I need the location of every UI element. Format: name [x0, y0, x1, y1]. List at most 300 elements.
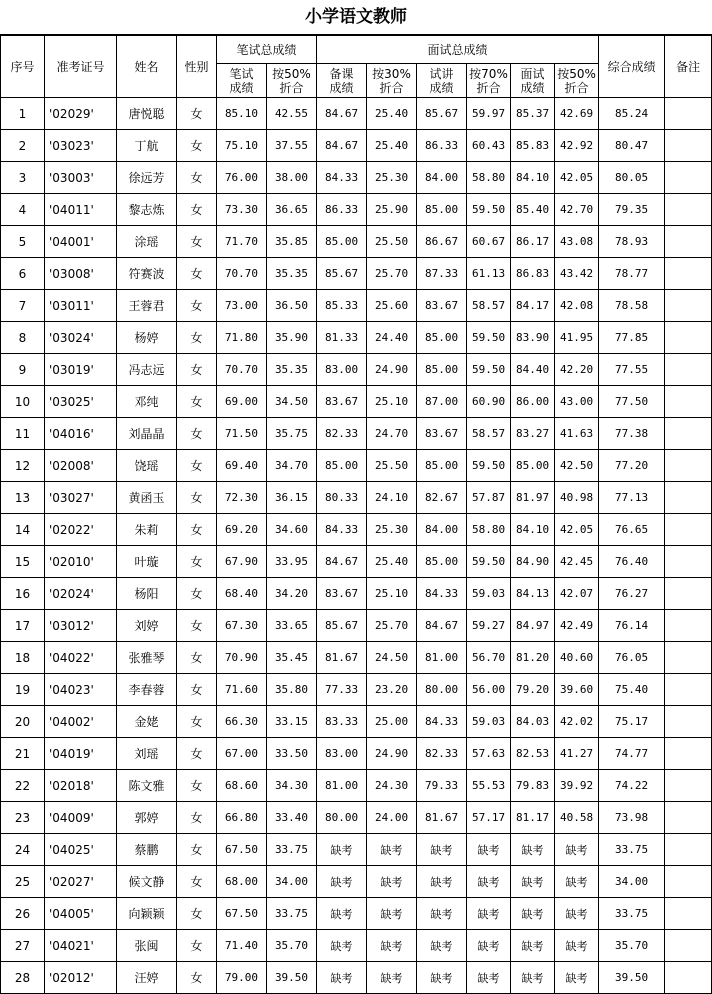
table-row — [1, 194, 712, 226]
cell-interview-50: 42.45 — [555, 546, 599, 578]
cell-lecture-score: 86.67 — [417, 226, 467, 258]
cell-prep-score: 84.33 — [317, 162, 367, 194]
cell-total: 76.27 — [599, 578, 665, 610]
cell-remark — [665, 98, 712, 130]
cell-ticket: '03011' — [45, 290, 117, 322]
cell-written-score: 67.50 — [217, 898, 267, 930]
cell-lecture-70: 60.67 — [467, 226, 511, 258]
cell-interview-50: 41.63 — [555, 418, 599, 450]
cell-remark — [665, 354, 712, 386]
cell-interview-50: 缺考 — [555, 866, 599, 898]
cell-gender: 女 — [177, 514, 217, 546]
cell-seq: 13 — [1, 482, 45, 514]
cell-lecture-70: 缺考 — [467, 898, 511, 930]
cell-seq: 17 — [1, 610, 45, 642]
cell-lecture-70: 57.17 — [467, 802, 511, 834]
header-interview-50: 按50% 折合 — [555, 64, 599, 98]
cell-gender: 女 — [177, 98, 217, 130]
cell-remark — [665, 834, 712, 866]
cell-written-50: 35.90 — [267, 322, 317, 354]
cell-prep-score: 缺考 — [317, 834, 367, 866]
header-name: 姓名 — [117, 36, 177, 98]
cell-prep-30: 25.40 — [367, 98, 417, 130]
table-row — [1, 290, 712, 322]
header-gender: 性别 — [177, 36, 217, 98]
cell-gender: 女 — [177, 930, 217, 962]
cell-interview-50: 42.49 — [555, 610, 599, 642]
cell-gender: 女 — [177, 258, 217, 290]
cell-prep-score: 缺考 — [317, 962, 367, 994]
table-row — [1, 418, 712, 450]
cell-seq: 16 — [1, 578, 45, 610]
cell-seq: 24 — [1, 834, 45, 866]
cell-written-score: 70.70 — [217, 354, 267, 386]
cell-lecture-score: 81.00 — [417, 642, 467, 674]
table-row — [1, 674, 712, 706]
cell-written-50: 35.75 — [267, 418, 317, 450]
cell-lecture-score: 84.00 — [417, 514, 467, 546]
cell-remark — [665, 514, 712, 546]
cell-ticket: '03024' — [45, 322, 117, 354]
cell-seq: 26 — [1, 898, 45, 930]
cell-remark — [665, 386, 712, 418]
cell-seq: 6 — [1, 258, 45, 290]
cell-interview-score: 79.20 — [511, 674, 555, 706]
cell-lecture-70: 缺考 — [467, 834, 511, 866]
cell-lecture-score: 85.00 — [417, 322, 467, 354]
cell-prep-score: 86.33 — [317, 194, 367, 226]
cell-interview-score: 79.83 — [511, 770, 555, 802]
cell-prep-30: 缺考 — [367, 930, 417, 962]
cell-name: 刘瑶 — [117, 738, 177, 770]
cell-total: 79.35 — [599, 194, 665, 226]
table-row — [1, 546, 712, 578]
cell-written-score: 68.40 — [217, 578, 267, 610]
cell-interview-50: 43.42 — [555, 258, 599, 290]
cell-interview-50: 40.98 — [555, 482, 599, 514]
score-table — [0, 35, 712, 994]
cell-ticket: '02024' — [45, 578, 117, 610]
cell-remark — [665, 738, 712, 770]
cell-written-score: 68.00 — [217, 866, 267, 898]
cell-interview-50: 40.58 — [555, 802, 599, 834]
cell-ticket: '02012' — [45, 962, 117, 994]
table-row — [1, 578, 712, 610]
cell-total: 39.50 — [599, 962, 665, 994]
cell-name: 冯志远 — [117, 354, 177, 386]
cell-written-50: 35.35 — [267, 354, 317, 386]
cell-gender: 女 — [177, 898, 217, 930]
cell-interview-score: 缺考 — [511, 866, 555, 898]
cell-prep-30: 25.30 — [367, 162, 417, 194]
cell-lecture-score: 80.00 — [417, 674, 467, 706]
cell-prep-30: 24.50 — [367, 642, 417, 674]
cell-prep-score: 81.00 — [317, 770, 367, 802]
cell-lecture-70: 59.50 — [467, 322, 511, 354]
cell-prep-score: 83.67 — [317, 578, 367, 610]
cell-seq: 22 — [1, 770, 45, 802]
cell-prep-score: 缺考 — [317, 866, 367, 898]
header-seq: 序号 — [1, 36, 45, 98]
cell-ticket: '04005' — [45, 898, 117, 930]
cell-written-50: 36.65 — [267, 194, 317, 226]
cell-prep-score: 85.67 — [317, 610, 367, 642]
cell-remark — [665, 962, 712, 994]
cell-written-score: 70.90 — [217, 642, 267, 674]
cell-lecture-score: 84.67 — [417, 610, 467, 642]
cell-prep-30: 缺考 — [367, 962, 417, 994]
cell-written-score: 71.70 — [217, 226, 267, 258]
cell-gender: 女 — [177, 706, 217, 738]
cell-prep-30: 23.20 — [367, 674, 417, 706]
cell-seq: 12 — [1, 450, 45, 482]
cell-prep-30: 25.70 — [367, 258, 417, 290]
cell-name: 刘婷 — [117, 610, 177, 642]
cell-prep-score: 85.33 — [317, 290, 367, 322]
cell-total: 80.05 — [599, 162, 665, 194]
cell-lecture-70: 59.50 — [467, 194, 511, 226]
table-row — [1, 226, 712, 258]
cell-total: 33.75 — [599, 834, 665, 866]
cell-written-score: 85.10 — [217, 98, 267, 130]
table-row — [1, 354, 712, 386]
cell-interview-score: 86.83 — [511, 258, 555, 290]
cell-remark — [665, 802, 712, 834]
cell-name: 黎志炼 — [117, 194, 177, 226]
cell-lecture-score: 82.33 — [417, 738, 467, 770]
cell-ticket: '02010' — [45, 546, 117, 578]
cell-lecture-score: 84.00 — [417, 162, 467, 194]
cell-remark — [665, 546, 712, 578]
cell-interview-score: 83.27 — [511, 418, 555, 450]
cell-lecture-score: 84.33 — [417, 578, 467, 610]
cell-name: 张雅琴 — [117, 642, 177, 674]
cell-name: 金姥 — [117, 706, 177, 738]
cell-interview-50: 43.08 — [555, 226, 599, 258]
header-written-group: 笔试总成绩 — [217, 36, 317, 64]
cell-seq: 8 — [1, 322, 45, 354]
cell-total: 33.75 — [599, 898, 665, 930]
cell-gender: 女 — [177, 834, 217, 866]
cell-name: 徐远芳 — [117, 162, 177, 194]
cell-ticket: '04021' — [45, 930, 117, 962]
cell-remark — [665, 674, 712, 706]
cell-gender: 女 — [177, 290, 217, 322]
cell-name: 王蓉君 — [117, 290, 177, 322]
cell-lecture-70: 59.50 — [467, 354, 511, 386]
cell-interview-score: 缺考 — [511, 834, 555, 866]
cell-written-score: 79.00 — [217, 962, 267, 994]
cell-ticket: '04011' — [45, 194, 117, 226]
cell-prep-score: 85.00 — [317, 226, 367, 258]
cell-written-score: 68.60 — [217, 770, 267, 802]
cell-interview-score: 83.90 — [511, 322, 555, 354]
cell-total: 77.85 — [599, 322, 665, 354]
cell-total: 73.98 — [599, 802, 665, 834]
cell-ticket: '03003' — [45, 162, 117, 194]
cell-lecture-score: 85.00 — [417, 546, 467, 578]
table-row — [1, 834, 712, 866]
cell-prep-30: 25.70 — [367, 610, 417, 642]
cell-interview-50: 41.95 — [555, 322, 599, 354]
cell-written-50: 39.50 — [267, 962, 317, 994]
cell-lecture-score: 84.33 — [417, 706, 467, 738]
cell-prep-30: 25.30 — [367, 514, 417, 546]
cell-lecture-score: 83.67 — [417, 418, 467, 450]
cell-written-score: 69.20 — [217, 514, 267, 546]
cell-gender: 女 — [177, 962, 217, 994]
cell-total: 77.55 — [599, 354, 665, 386]
cell-gender: 女 — [177, 546, 217, 578]
cell-name: 涂瑶 — [117, 226, 177, 258]
cell-prep-score: 83.00 — [317, 354, 367, 386]
cell-written-score: 73.00 — [217, 290, 267, 322]
table-row — [1, 770, 712, 802]
cell-gender: 女 — [177, 802, 217, 834]
cell-total: 78.93 — [599, 226, 665, 258]
cell-remark — [665, 578, 712, 610]
cell-prep-30: 24.00 — [367, 802, 417, 834]
cell-interview-score: 81.97 — [511, 482, 555, 514]
cell-written-50: 35.70 — [267, 930, 317, 962]
cell-lecture-70: 56.00 — [467, 674, 511, 706]
cell-interview-50: 42.50 — [555, 450, 599, 482]
cell-name: 黄函玉 — [117, 482, 177, 514]
table-row — [1, 802, 712, 834]
cell-seq: 20 — [1, 706, 45, 738]
table-row — [1, 386, 712, 418]
cell-written-50: 38.00 — [267, 162, 317, 194]
cell-prep-30: 24.40 — [367, 322, 417, 354]
cell-gender: 女 — [177, 578, 217, 610]
cell-written-50: 34.00 — [267, 866, 317, 898]
header-interview-group: 面试总成绩 — [317, 36, 599, 64]
cell-total: 78.58 — [599, 290, 665, 322]
cell-seq: 2 — [1, 130, 45, 162]
cell-written-50: 36.15 — [267, 482, 317, 514]
cell-written-score: 67.30 — [217, 610, 267, 642]
table-row — [1, 738, 712, 770]
cell-prep-score: 84.67 — [317, 546, 367, 578]
cell-interview-50: 43.00 — [555, 386, 599, 418]
cell-ticket: '03008' — [45, 258, 117, 290]
cell-prep-30: 25.90 — [367, 194, 417, 226]
cell-name: 候文静 — [117, 866, 177, 898]
cell-lecture-score: 85.00 — [417, 194, 467, 226]
cell-interview-score: 85.40 — [511, 194, 555, 226]
cell-seq: 25 — [1, 866, 45, 898]
cell-lecture-score: 缺考 — [417, 930, 467, 962]
cell-total: 74.22 — [599, 770, 665, 802]
cell-seq: 27 — [1, 930, 45, 962]
cell-interview-score: 84.40 — [511, 354, 555, 386]
cell-remark — [665, 866, 712, 898]
table-row — [1, 258, 712, 290]
cell-lecture-70: 60.90 — [467, 386, 511, 418]
table-row — [1, 482, 712, 514]
cell-interview-50: 缺考 — [555, 834, 599, 866]
cell-lecture-70: 55.53 — [467, 770, 511, 802]
cell-gender: 女 — [177, 674, 217, 706]
cell-seq: 9 — [1, 354, 45, 386]
cell-name: 朱莉 — [117, 514, 177, 546]
cell-seq: 15 — [1, 546, 45, 578]
cell-seq: 1 — [1, 98, 45, 130]
cell-written-score: 71.50 — [217, 418, 267, 450]
header-total: 综合成绩 — [599, 36, 665, 98]
cell-written-50: 34.70 — [267, 450, 317, 482]
cell-lecture-70: 缺考 — [467, 866, 511, 898]
header-prep-30: 按30% 折合 — [367, 64, 417, 98]
cell-prep-score: 81.33 — [317, 322, 367, 354]
cell-gender: 女 — [177, 130, 217, 162]
cell-written-50: 33.65 — [267, 610, 317, 642]
cell-ticket: '02008' — [45, 450, 117, 482]
cell-prep-score: 83.00 — [317, 738, 367, 770]
cell-interview-50: 39.92 — [555, 770, 599, 802]
cell-ticket: '02018' — [45, 770, 117, 802]
cell-remark — [665, 450, 712, 482]
cell-interview-50: 缺考 — [555, 898, 599, 930]
cell-prep-30: 25.10 — [367, 386, 417, 418]
cell-prep-score: 80.00 — [317, 802, 367, 834]
cell-written-50: 35.85 — [267, 226, 317, 258]
cell-seq: 23 — [1, 802, 45, 834]
cell-lecture-70: 59.03 — [467, 578, 511, 610]
header-lecture-score: 试讲 成绩 — [417, 64, 467, 98]
cell-prep-score: 82.33 — [317, 418, 367, 450]
cell-name: 叶璇 — [117, 546, 177, 578]
cell-written-50: 33.95 — [267, 546, 317, 578]
cell-written-50: 33.50 — [267, 738, 317, 770]
cell-prep-score: 84.33 — [317, 514, 367, 546]
cell-lecture-70: 61.13 — [467, 258, 511, 290]
cell-name: 符赛波 — [117, 258, 177, 290]
cell-ticket: '04025' — [45, 834, 117, 866]
cell-gender: 女 — [177, 482, 217, 514]
cell-written-score: 67.50 — [217, 834, 267, 866]
table-row — [1, 962, 712, 994]
cell-ticket: '03012' — [45, 610, 117, 642]
cell-remark — [665, 162, 712, 194]
cell-total: 76.14 — [599, 610, 665, 642]
cell-lecture-score: 缺考 — [417, 962, 467, 994]
cell-lecture-score: 79.33 — [417, 770, 467, 802]
cell-lecture-score: 82.67 — [417, 482, 467, 514]
cell-name: 丁航 — [117, 130, 177, 162]
cell-interview-50: 42.92 — [555, 130, 599, 162]
cell-written-score: 72.30 — [217, 482, 267, 514]
cell-remark — [665, 770, 712, 802]
cell-lecture-score: 87.33 — [417, 258, 467, 290]
cell-written-50: 35.45 — [267, 642, 317, 674]
cell-written-score: 73.30 — [217, 194, 267, 226]
cell-remark — [665, 130, 712, 162]
cell-lecture-70: 59.50 — [467, 450, 511, 482]
cell-remark — [665, 642, 712, 674]
cell-interview-50: 42.05 — [555, 514, 599, 546]
cell-lecture-70: 58.80 — [467, 162, 511, 194]
cell-name: 郭婷 — [117, 802, 177, 834]
cell-written-score: 71.40 — [217, 930, 267, 962]
cell-interview-score: 84.13 — [511, 578, 555, 610]
cell-lecture-70: 57.63 — [467, 738, 511, 770]
cell-gender: 女 — [177, 386, 217, 418]
cell-written-50: 35.80 — [267, 674, 317, 706]
cell-interview-score: 86.00 — [511, 386, 555, 418]
cell-prep-score: 85.67 — [317, 258, 367, 290]
cell-prep-30: 25.00 — [367, 706, 417, 738]
cell-ticket: '02022' — [45, 514, 117, 546]
cell-lecture-score: 85.00 — [417, 450, 467, 482]
cell-total: 76.05 — [599, 642, 665, 674]
cell-lecture-70: 59.27 — [467, 610, 511, 642]
cell-total: 77.20 — [599, 450, 665, 482]
cell-interview-score: 84.97 — [511, 610, 555, 642]
cell-written-50: 34.50 — [267, 386, 317, 418]
cell-interview-score: 84.90 — [511, 546, 555, 578]
cell-prep-30: 24.10 — [367, 482, 417, 514]
cell-written-50: 33.75 — [267, 834, 317, 866]
cell-written-score: 76.00 — [217, 162, 267, 194]
cell-interview-score: 84.17 — [511, 290, 555, 322]
cell-prep-score: 77.33 — [317, 674, 367, 706]
cell-gender: 女 — [177, 194, 217, 226]
cell-name: 李春蓉 — [117, 674, 177, 706]
cell-written-score: 67.00 — [217, 738, 267, 770]
cell-prep-30: 缺考 — [367, 834, 417, 866]
cell-prep-30: 缺考 — [367, 866, 417, 898]
cell-gender: 女 — [177, 610, 217, 642]
table-row — [1, 162, 712, 194]
cell-prep-30: 24.70 — [367, 418, 417, 450]
cell-interview-50: 39.60 — [555, 674, 599, 706]
cell-total: 77.13 — [599, 482, 665, 514]
cell-prep-score: 83.67 — [317, 386, 367, 418]
cell-seq: 4 — [1, 194, 45, 226]
cell-lecture-70: 59.03 — [467, 706, 511, 738]
cell-remark — [665, 290, 712, 322]
cell-lecture-score: 83.67 — [417, 290, 467, 322]
cell-total: 75.40 — [599, 674, 665, 706]
cell-name: 陈文雅 — [117, 770, 177, 802]
cell-interview-score: 81.20 — [511, 642, 555, 674]
cell-total: 80.47 — [599, 130, 665, 162]
cell-interview-score: 85.83 — [511, 130, 555, 162]
cell-name: 杨婷 — [117, 322, 177, 354]
cell-interview-score: 缺考 — [511, 930, 555, 962]
cell-name: 杨阳 — [117, 578, 177, 610]
cell-lecture-70: 59.97 — [467, 98, 511, 130]
cell-ticket: '02029' — [45, 98, 117, 130]
cell-seq: 5 — [1, 226, 45, 258]
cell-prep-30: 24.90 — [367, 354, 417, 386]
cell-lecture-score: 85.67 — [417, 98, 467, 130]
table-row — [1, 322, 712, 354]
cell-written-score: 66.30 — [217, 706, 267, 738]
header-interview-score: 面试 成绩 — [511, 64, 555, 98]
header-written-score: 笔试 成绩 — [217, 64, 267, 98]
cell-written-score: 71.80 — [217, 322, 267, 354]
cell-remark — [665, 226, 712, 258]
cell-written-score: 75.10 — [217, 130, 267, 162]
cell-prep-30: 25.50 — [367, 450, 417, 482]
cell-name: 刘晶晶 — [117, 418, 177, 450]
cell-prep-score: 84.67 — [317, 130, 367, 162]
cell-ticket: '03027' — [45, 482, 117, 514]
cell-name: 唐悦聪 — [117, 98, 177, 130]
header-lecture-70: 按70% 折合 — [467, 64, 511, 98]
